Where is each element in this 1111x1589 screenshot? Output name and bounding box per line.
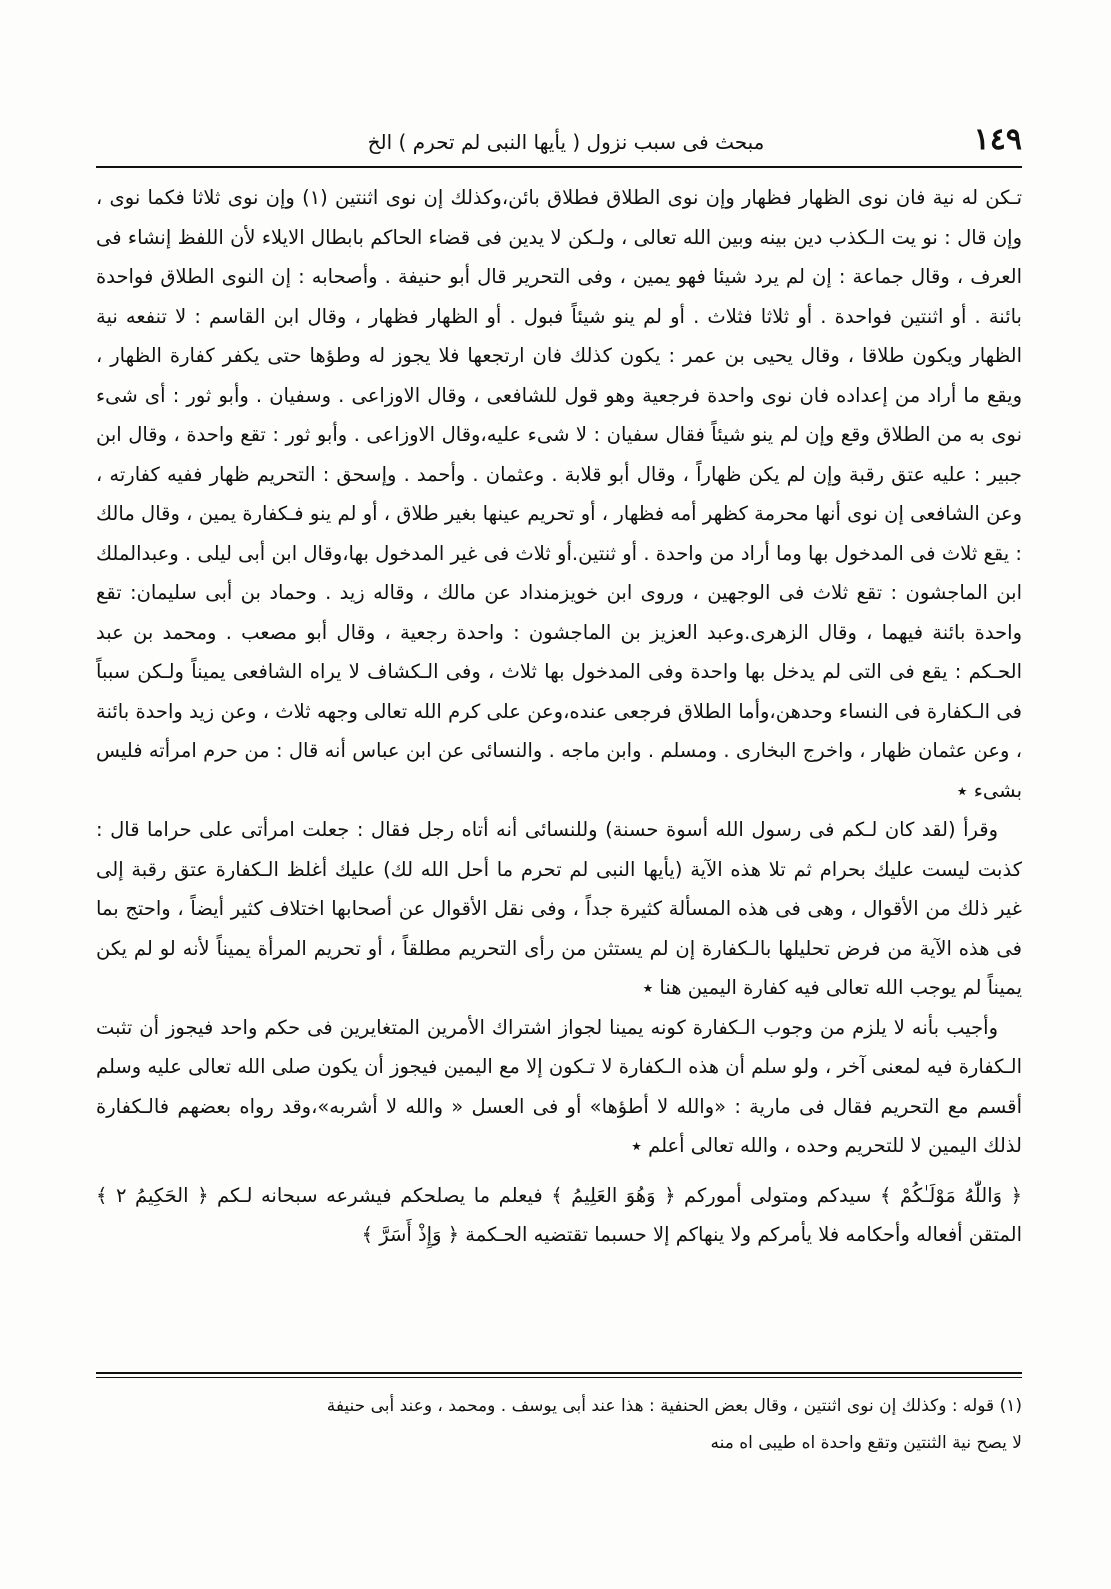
paragraph-gap [96,1166,1022,1176]
footnote-line-1: (١) قوله : وكذلك إن نوى اثنتين ، وقال بعض الحنفية : هذا عند أبى يوسف . ومحمد ، وعند أبى حنيفة [326,1396,1022,1416]
footnote-rule-thick [96,1372,1022,1374]
running-title: مبحث فى سبب نزول ( يأيها النبى لم تحرم ) الخ [367,130,765,154]
header-rule [96,166,1022,168]
paragraph-3: وأجيب بأنه لا يلزم من وجوب الـكفارة كونه يمينا لجواز اشتراك الأمرين المتغايرين فى حكم واحد فيجوز أن تثبت الـكفارة فيه لمعنى آخر ، ولو سلم أن هذه الـكفارة لا تـكون إلا مع اليمين فيجوز أن يكون صلى الله تعالى عليه وسلم أقسم مع التحريم فقال فى مارية : «والله لا أطؤها» أو فى العسل « والله لا أشربه»،وقد رواه بعضهم فالـكفارة لذلك اليمين لا للتحريم وحده ، والله تعالى أعلم ٭ [96,1015,1022,1157]
paragraph-2: وقرأ (لقد كان لـكم فى رسول الله أسوة حسنة) وللنسائى أنه أتاه رجل فقال : جعلت امرأتى على حراما قال : كذبت ليست عليك بحرام ثم تلا هذه الآية (يأيها النبى لم تحرم ما أحل الله لك) عليك أغلظ الـكفارة عتق رقبة إلى غير ذلك من الأقوال ، وهى فى هذه المسألة كثيرة جداً ، وفى نقل الأقوال عن أصحابها اختلاف كثير أيضاً ، واحتج بما فى هذه الآية من فرض تحليلها بالـكفارة إن لم يستثن من رأى التحريم مطلقاً ، أو تحريم المرأة يميناً لأنه لو لم يكن يميناً لم يوجب الله تعالى فيه كفارة اليمين هنا ٭ [96,818,1022,999]
footnote-rule-thin [96,1377,1022,1378]
paragraph-1: تـكن له نية فان نوى الظهار فظهار وإن نوى الطلاق فطلاق بائن،وكذلك إن نوى اثنتين (١) وإن نوى ثلاثا فكما نوى ، وإن قال : نو يت الـكذب دين بينه وبين الله تعالى ، ولـكن لا يدين فى قضاء الحاكم بابطال الايلاء لأن اللفظ إنشاء فى العرف ، وقال جماعة : إن لم يرد شيئا فهو يمين ، وفى التحرير قال أبو حنيفة . وأصحابه : إن النوى الطلاق فواحدة بائنة . أو اثنتين فواحدة . أو ثلاثا فثلاث . أو لم ينو شيئاً فبول . أو الظهار فظهار ، وقال ابن القاسم : لا تنفعه نية الظهار ويكون طلاقا ، وقال يحيى بن عمر : يكون كذلك فان ارتجعها فلا يجوز له وطؤها حتى يكفر كفارة الظهار ، ويقع ما أراد من إعداده فان نوى واحدة فرجعية وهو قول للشافعى ، وقال الاوزاعى . وسفيان . وأبو ثور : أى شىء نوى به من الطلاق وقع وإن لم ينو شيئاً فقال سفيان : لا شىء عليه،وقال الاوزاعى . وأبو ثور : تقع واحدة ، وقال ابن جبير : عليه عتق رقبة وإن لم يكن ظهاراً ، وقال أبو قلابة . وعثمان . وأحمد . وإسحق : التحريم ظهار ففيه كفارته ، وعن الشافعى إن نوى أنها محرمة كظهر أمه فظهار ، أو تحريم عينها بغير طلاق ، أو لم ينو فـكفارة يمين ، وقال مالك : يقع ثلاث فى المدخول بها وما أراد من واحدة . أو ثنتين.أو ثلاث فى غير المدخول بها،وقال ابن أبى ليلى . وعبدالملك ابن الماجشون : تقع ثلاث فى الوجهين ، وروى ابن خويزمنداد عن مالك ، وقاله زيد . وحماد بن أبى سليمان: تقع واحدة بائنة فيهما ، وقال الزهرى.وعبد العزيز بن الماجشون : واحدة رجعية ، وقال أبو مصعب . ومحمد بن عبد الحـكم : يقع فى التى لم يدخل بها واحدة وفى المدخول بها ثلاث ، وفى الـكشاف لا يراه الشافعى يميناً ولـكن سبباً فى الـكفارة فى النساء وحدهن،وأما الطلاق فرجعى عنده،وعن على كرم الله تعالى وجهه ثلاث ، وعن زيد واحدة بائنة ، وعن عثمان ظهار ، واخرج البخارى . ومسلم . وابن ماجه . والنسائى عن ابن عباس أنه قال : من حرم امرأته فليس بشىء ٭ [96,186,1022,802]
footnote [96,1388,1022,1462]
paragraph-4-quran-commentary: ﴿ وَاللّٰهُ مَوْلَـٰكُمْ ﴾ سيدكم ومتولى أموركم ﴿ وَهُوَ العَلِيمُ ﴾ فيعلم ما يصلحكم فيشرعه سبحانه لـكم ﴿ الحَكِيمُ ٢ ﴾ المتقن أفعاله وأحكامه فلا يأمركم ولا ينهاكم إلا حسبما تقتضيه الحـكمة ﴿ وَإِذْ أَسَرَّ ﴾ [96,1183,1022,1246]
page-number: ١٤٩ [973,122,1022,157]
page-header [96,122,1022,162]
main-text [96,178,1022,1328]
footnote-line-2: لا يصح نية الثنتين وتقع واحدة اه طيبى اه منه [710,1433,1022,1453]
